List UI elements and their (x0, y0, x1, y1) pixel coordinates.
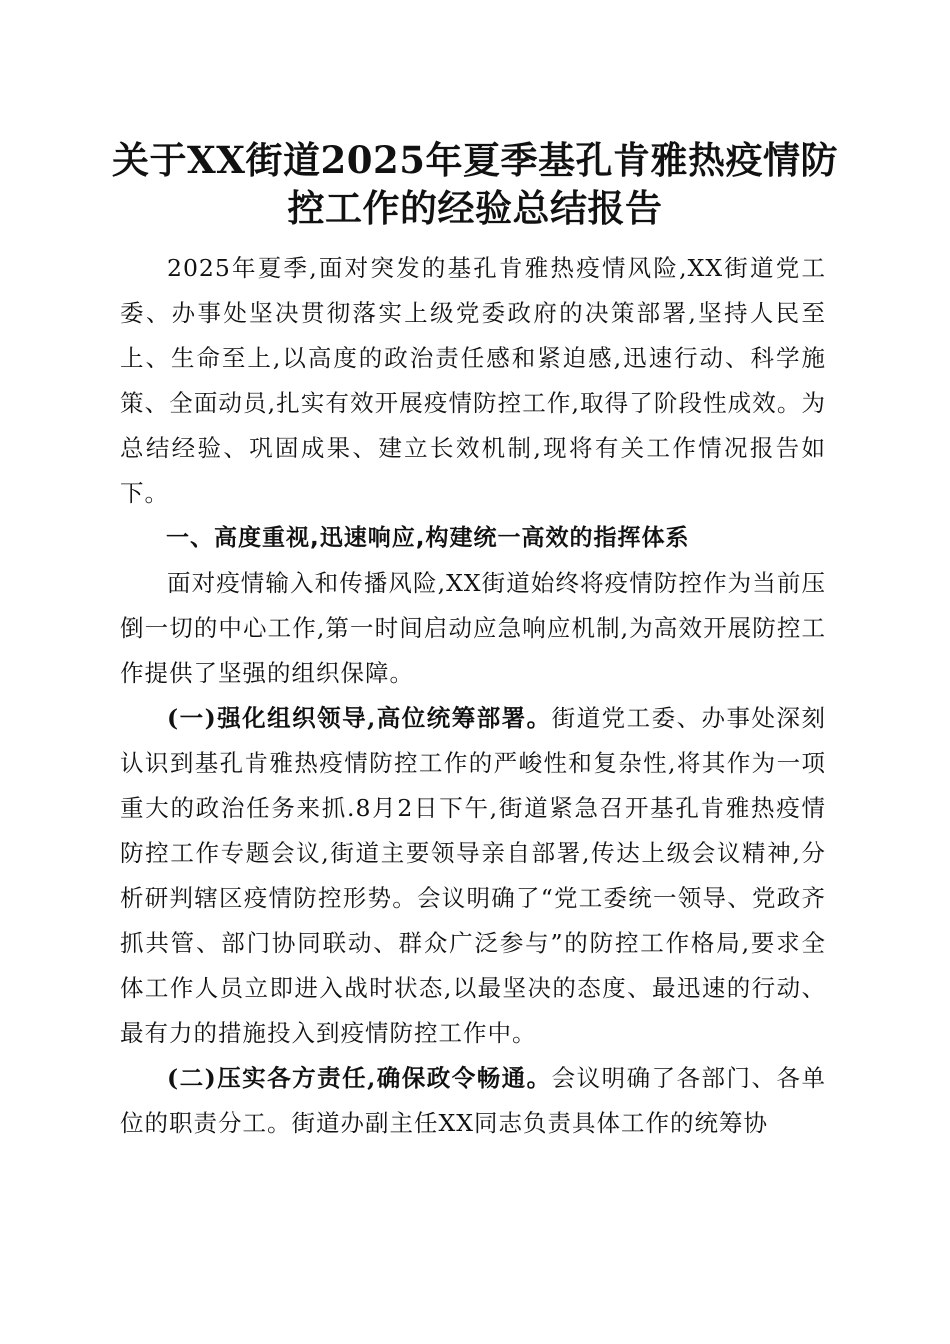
section-1-item-1-paragraph (120, 696, 826, 1056)
document-body (120, 246, 826, 1146)
document-title (80, 136, 870, 232)
item-2-text: 会议明确了各部门、各单位的职责分工。街道办副主任XX同志负责具体工作的统筹协 (120, 1064, 826, 1137)
section-1-intro-paragraph: 面对疫情输入和传播风险,XX街道始终将疫情防控作为当前压倒一切的中心工作,第一时间启动应急响应机制,为高效开展防控工作提供了坚强的组织保障。 (120, 569, 826, 687)
title-line-1: 关于XX街道2025年夏季基孔肯雅热疫情防 (112, 138, 838, 182)
item-2-lead: (二)压实各方责任,确保政令畅通。 (167, 1064, 552, 1092)
intro-paragraph: 2025年夏季,面对突发的基孔肯雅热疫情风险,XX街道党工委、办事处坚决贯彻落实上级党委政府的决策部署,坚持人民至上、生命至上,以高度的政治责任感和紧迫感,迅速行动、科学施策、全面动员,扎实有效开展疫情防控工作,取得了阶段性成效。为总结经验、巩固成果、建立长效机制,现将有关工作情况报告如下。 (120, 254, 826, 507)
section-1-item-2-paragraph (120, 1056, 826, 1146)
item-1-lead: (一)强化组织领导,高位统筹部署。 (167, 704, 552, 732)
section-1-heading: 一、高度重视,迅速响应,构建统一高效的指挥体系 (166, 525, 690, 551)
title-line-2: 控工作的经验总结报告 (287, 186, 663, 230)
item-1-text: 街道党工委、办事处深刻认识到基孔肯雅热疫情防控工作的严峻性和复杂性,将其作为一项重大的政治任务来抓.8月2日下午,街道紧急召开基孔肯雅热疫情防控工作专题会议,街道主要领导亲自部署,传达上级会议精神,分析研判辖区疫情防控形势。会议明确了“党工委统一领导、党政齐抓共管、部门协同联动、群众广泛参与”的防控工作格局,要求全体工作人员立即进入战时状态,以最坚决的态度、最迅速的行动、最有力的措施投入到疫情防控工作中。 (120, 704, 826, 1047)
